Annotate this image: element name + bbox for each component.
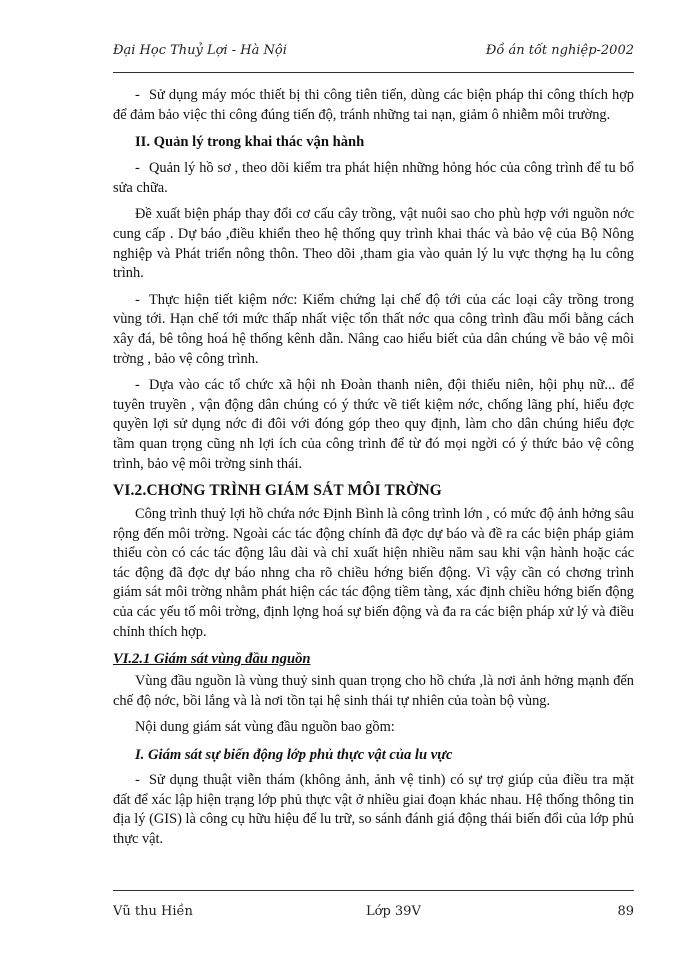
page-footer bbox=[113, 904, 634, 924]
paragraph-upstream-area: Vùng đầu nguồn là vùng thuỷ sinh quan trọng cho hồ chứa ,là nơi ảnh hởng mạnh đến chế độ nớc, bồi lắng và là nơi tồn tại hệ sinh thái tự nhiên của toàn bộ vùng. bbox=[113, 673, 634, 709]
page-content bbox=[113, 86, 634, 856]
page-number: 89 bbox=[617, 904, 634, 919]
heading-upstream-monitoring: VI.2.1 Giám sát vùng đầu nguồn bbox=[113, 651, 311, 668]
heading-management: II. Quản lý trong khai thác vận hành bbox=[135, 134, 365, 151]
paragraph-monitoring-intro: Công trình thuỷ lợi hồ chứa nớc Định Bình là công trình lớn , có mức độ ảnh hởng sâu rộng đến môi trờng. Ngoài các tác động chính đã đợc dự báo và đề ra các biện pháp giảm thiểu còn có các tác động lâu dài và chỉ xuất hiện nhiều năm sau khi vận hành hoặc các tác động đã đợc dự báo nhng cha rõ chiều hớng biến động. Vì vậy cần có chơng trình giám sát môi trờng nhằm phát hiện các tác động tiềm tàng, xác định chiều hớng biến động của các yếu tố môi trờng, định lợng hoá sự biến động và đa ra các biện pháp xử lý và điều chỉnh thích hợp. bbox=[113, 506, 634, 640]
heading-monitoring-program: VI.2.CHƠNG TRÌNH GIÁM SÁT MÔI TRỜNG bbox=[113, 482, 442, 500]
footer-rule bbox=[113, 890, 634, 891]
bullet-dash: - bbox=[135, 291, 140, 308]
paragraph-equipment: - Sử dụng máy móc thiết bị thi công tiên tiến, dùng các biện pháp thi công thích hợp để đảm bảo việc thi công đúng tiến độ, tránh những tai nạn, giảm ô nhiễm môi trường. bbox=[113, 87, 634, 123]
bullet-dash: - bbox=[135, 377, 140, 394]
bullet-dash: - bbox=[135, 160, 140, 177]
bullet-dash: - bbox=[135, 772, 140, 789]
paragraph-water-saving: - Thực hiện tiết kiệm nớc: Kiểm chứng lại chế độ tới của các loại cây trồng trong vùng tới. Hạn chế tới mức thấp nhất việc tổn thất nớc qua công trình đầu mối bằng cách xây đá, bê tông hoá hệ thống kênh dẫn. Nâng cao hiểu biết của dân chúng về bảo vệ môi trờng , bảo vệ công trình. bbox=[113, 291, 634, 367]
header-thesis-title: Đồ án tốt nghiệp-2002 bbox=[485, 43, 634, 58]
bullet-dash: - bbox=[135, 87, 140, 103]
paragraph-social-organizations: - Dựa vào các tổ chức xã hội nh Đoàn thanh niên, đội thiếu niên, hội phụ nữ... để tuyên truyền , vận động dân chúng có ý thức về tiết kiệm nớc, chống lãng phí, hiểu đợc quyền lợi sử dụng nớc đi đôi với đóng góp theo quy định, làm cho dân chúng hiểu đợc tầm quan trọng cũng nh lợi ích của công trình để từ đó mọi ngời có ý thức bảo vệ công trình, bảo vệ môi trờng sinh thái. bbox=[113, 377, 634, 472]
footer-author: Vũ thu Hiền bbox=[113, 904, 193, 919]
paragraph-crop-structure: Đề xuất biện pháp thay đổi cơ cấu cây trồng, vật nuôi sao cho phù hợp với nguồn nớc cung cấp . Dự báo ,điều khiển theo hệ thống quy trình khai thác và bảo vệ của Bộ Nông nghiệp và Phát triển nông thôn. Theo dõi ,tham gia vào quản lý lu vực thợng hạ lu công trình. bbox=[113, 206, 634, 282]
page-header bbox=[113, 43, 634, 65]
footer-class: Lớp 39V bbox=[366, 904, 421, 919]
paragraph-records: - Quản lý hồ sơ , theo dõi kiểm tra phát hiện những hỏng hóc của công trình để tu bổ sửa chữa. bbox=[113, 160, 634, 196]
header-university: Đại Học Thuỷ Lợi - Hà Nội bbox=[113, 43, 287, 58]
heading-vegetation-monitoring: I. Giám sát sự biến động lớp phủ thực vật của lu vực bbox=[135, 747, 453, 764]
paragraph-remote-sensing: - Sử dụng thuật viễn thám (không ảnh, ảnh vệ tinh) có sự trợ giúp của điều tra mặt đất để xác lập hiện trạng lớp phủ thực vật ở nhiều giai đoạn khác nhau. Hệ thống thông tin địa lý (GIS) là công cụ hữu hiệu để lu trữ, so sánh đánh giá động thái biến đổi của lớp phủ thực vật. bbox=[113, 772, 634, 847]
paragraph-monitoring-content: Nội dung giám sát vùng đầu nguồn bao gồm: bbox=[135, 719, 395, 736]
header-rule bbox=[113, 72, 634, 73]
